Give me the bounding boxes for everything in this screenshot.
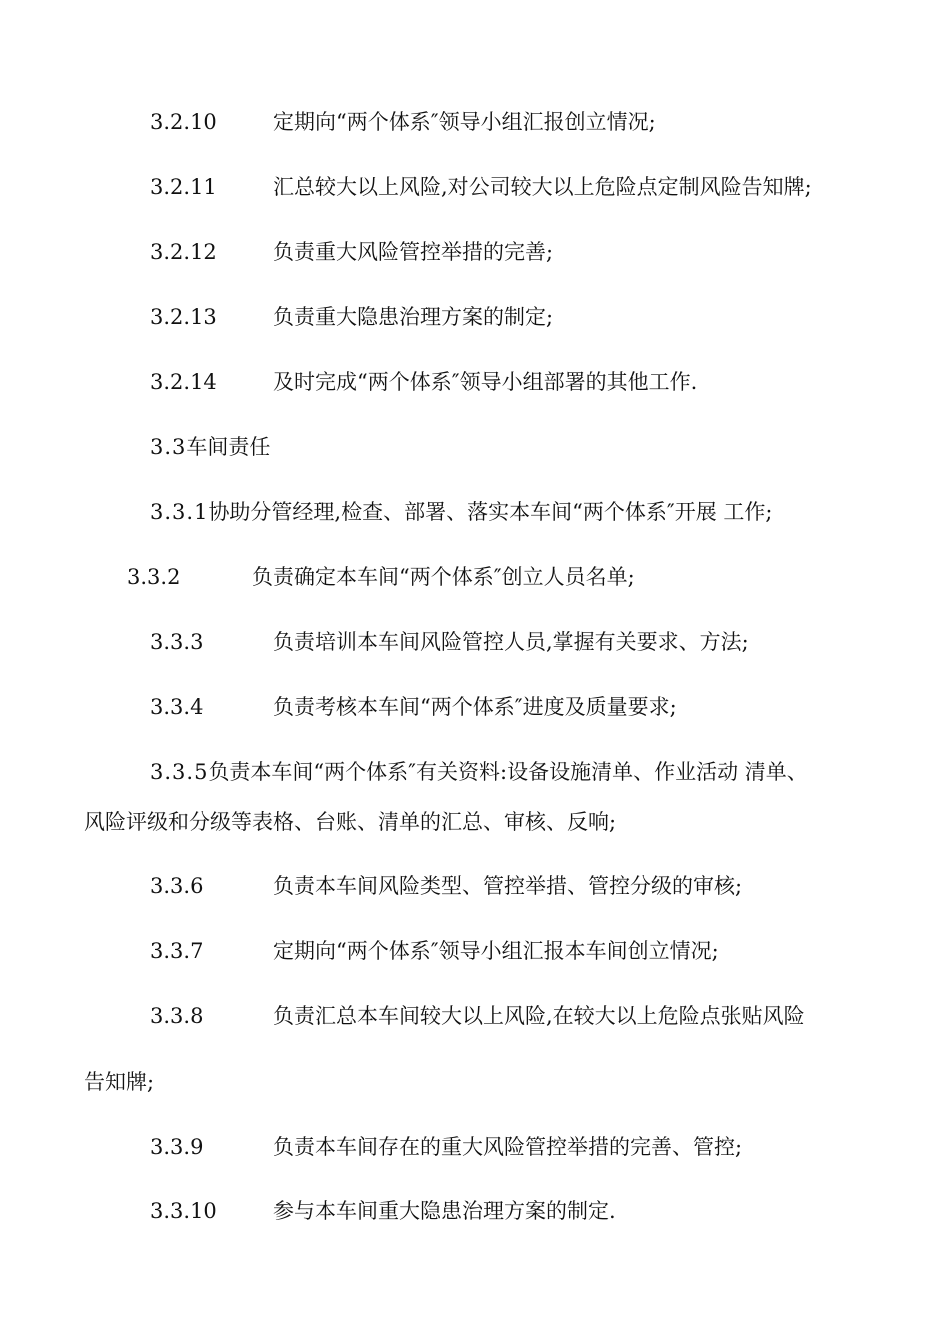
- item-number: 3.2.14: [150, 370, 217, 394]
- item-text: 负责本车间风险类型、管控举措、管控分级的审核;: [273, 874, 743, 898]
- item-number: 3.3.10: [150, 1199, 217, 1223]
- item-number: 3.2.13: [150, 305, 217, 329]
- item-text: 负责确定本车间“两个体系″创立人员名单;: [252, 565, 635, 589]
- item-text: 负责重大隐患治理方案的制定;: [273, 305, 554, 329]
- item-text: 负责重大风险管控举措的完善;: [273, 240, 554, 264]
- item-text: 负责本车间“两个体系″有关资料:设备设施清单、作业活动 清单、: [208, 760, 808, 784]
- item-number: 3.3.3: [150, 630, 204, 654]
- item-number: 3.3.6: [150, 874, 204, 898]
- item-number: 3.3.4: [150, 695, 204, 719]
- list-item: [150, 498, 772, 526]
- item-number: 3.3.1: [150, 500, 209, 524]
- item-text: 及时完成“两个体系″领导小组部署的其他工作.: [273, 370, 698, 394]
- item-number: 3.3.7: [150, 939, 204, 963]
- section-number: 3.3: [150, 435, 187, 459]
- item-number: 3.2.12: [150, 240, 217, 264]
- item-number: 3.2.10: [150, 110, 217, 134]
- item-number: 3.2.11: [150, 175, 217, 199]
- item-text: 负责本车间存在的重大风险管控举措的完善、管控;: [273, 1135, 743, 1159]
- section-title: 车间责任: [186, 435, 271, 459]
- item-text: 参与本车间重大隐患治理方案的制定.: [273, 1199, 616, 1223]
- item-text-continued: 告知牌;: [84, 1070, 155, 1094]
- item-text: 定期向“两个体系″领导小组汇报创立情况;: [273, 110, 656, 134]
- section-heading: [150, 433, 270, 461]
- item-text: 协助分管经理,检查、部署、落实本车间“两个体系″开展 工作;: [208, 500, 773, 524]
- item-number: 3.3.5: [150, 760, 209, 784]
- item-text: 负责汇总本车间较大以上风险,在较大以上危险点张贴风险: [273, 1004, 805, 1028]
- list-item: [150, 758, 808, 786]
- item-text: 负责培训本车间风险管控人员,掌握有关要求、方法;: [273, 630, 749, 654]
- item-text: 汇总较大以上风险,对公司较大以上危险点定制风险告知牌;: [273, 175, 812, 199]
- list-item-continuation: [84, 1068, 154, 1096]
- item-text: 定期向“两个体系″领导小组汇报本车间创立情况;: [273, 939, 719, 963]
- item-number: 3.3.8: [150, 1004, 204, 1028]
- item-number: 3.3.9: [150, 1135, 204, 1159]
- item-text-continued: 风险评级和分级等表格、台账、清单的汇总、审核、反响;: [84, 810, 617, 834]
- list-item-continuation: [84, 808, 616, 836]
- item-text: 负责考核本车间“两个体系″进度及质量要求;: [273, 695, 677, 719]
- item-number: 3.3.2: [127, 565, 181, 589]
